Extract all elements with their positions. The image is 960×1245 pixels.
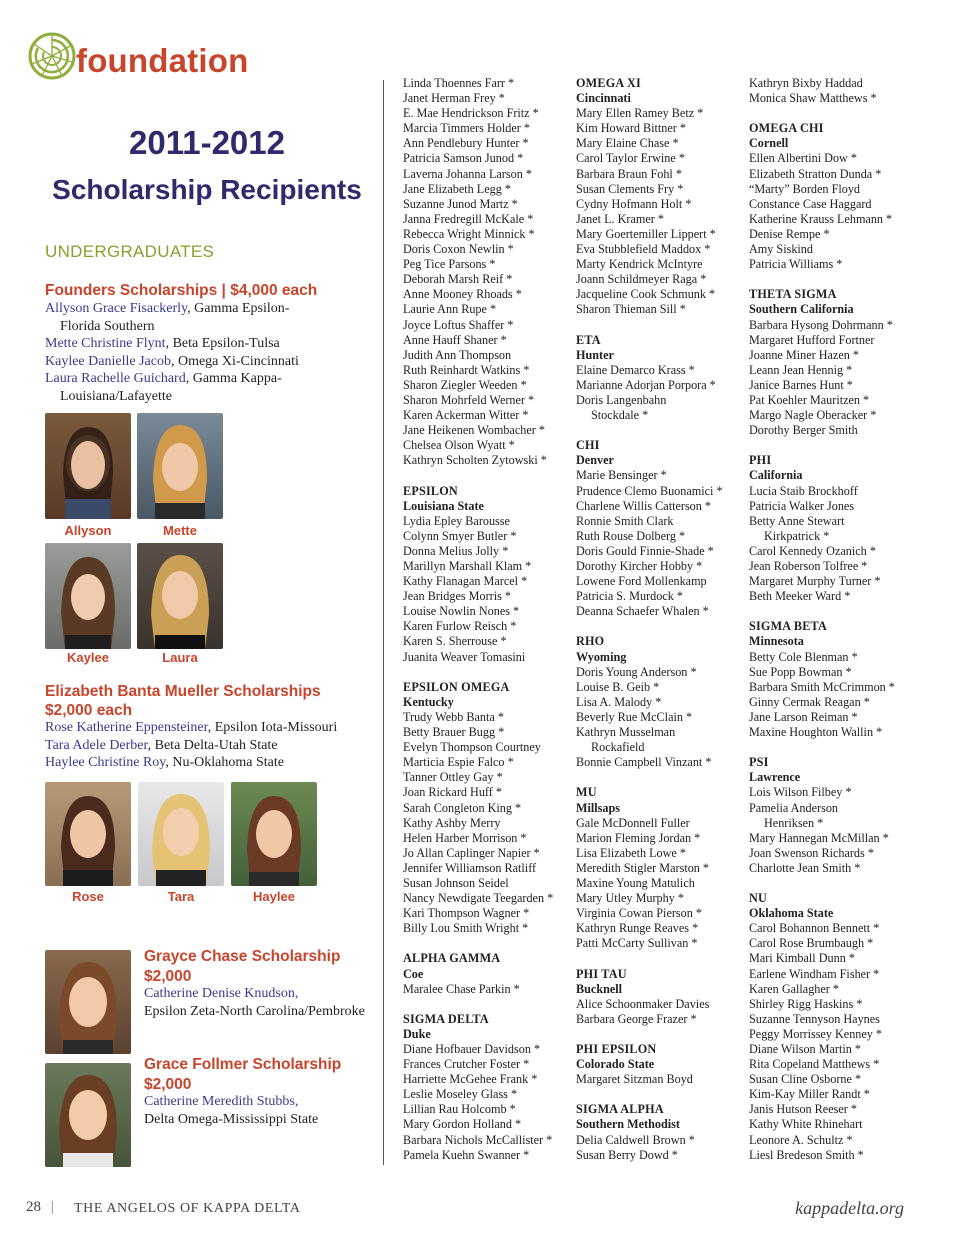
chapter-heading: NU bbox=[749, 891, 768, 906]
donor-name: Meredith Stigler Marston * bbox=[576, 860, 710, 875]
recipient-item bbox=[45, 300, 375, 318]
donor-name: Betty Brauer Bugg * bbox=[403, 725, 505, 740]
donor-name: Kathryn Scholten Zytowski * bbox=[403, 453, 547, 468]
donor-name: Doris Young Anderson * bbox=[576, 664, 697, 679]
recipient-chapter: , Beta Delta-Utah State bbox=[147, 737, 278, 753]
donor-name: Cydny Hofmann Holt * bbox=[576, 196, 692, 211]
school-name: Lawrence bbox=[749, 770, 801, 785]
donor-name: Marie Bensinger * bbox=[576, 468, 667, 483]
photo-caption: Haylee bbox=[253, 889, 295, 904]
spacer bbox=[403, 665, 571, 680]
school-name: Duke bbox=[403, 1026, 431, 1041]
school-name: Bucknell bbox=[576, 981, 623, 996]
donor-name: Sharon Mohrfeld Werner * bbox=[403, 392, 535, 407]
photo-catherine-knudson bbox=[45, 950, 131, 1054]
photo-caption: Tara bbox=[167, 889, 195, 904]
chapter-heading: PHI TAU bbox=[576, 966, 627, 981]
donor-name: Shirley Rigg Haskins * bbox=[749, 996, 863, 1011]
recipient-name: Kaylee Danielle Jacob bbox=[45, 353, 171, 369]
chapter-heading: MU bbox=[576, 785, 597, 800]
chapter-heading: EPSILON OMEGA bbox=[403, 679, 510, 694]
donor-name: Carol Taylor Erwine * bbox=[576, 151, 685, 166]
donor-name: Louise Nowlin Nones * bbox=[403, 604, 520, 619]
spacer bbox=[749, 106, 927, 121]
donor-name: Marcia Timmers Holder * bbox=[403, 121, 530, 136]
chapter-heading: OMEGA CHI bbox=[749, 121, 824, 136]
donor-name: Constance Case Haggard bbox=[749, 196, 872, 211]
donor-name: Joann Schildmeyer Raga * bbox=[576, 272, 707, 287]
grayce-amount: $2,000 bbox=[144, 968, 192, 985]
mueller-recipient-list bbox=[45, 719, 375, 772]
donor-name: Diane Hofbauer Davidson * bbox=[403, 1042, 541, 1056]
grace-recipient bbox=[144, 1093, 380, 1128]
spacer bbox=[749, 604, 927, 619]
chapter-heading: SIGMA ALPHA bbox=[576, 1102, 664, 1117]
donor-name: Carol Kennedy Ozanich * bbox=[749, 543, 876, 558]
founders-recipient-list bbox=[45, 300, 375, 405]
photo-kaylee bbox=[45, 543, 131, 649]
chapter-heading: CHI bbox=[576, 438, 600, 453]
photo-caption: Mette bbox=[163, 523, 197, 538]
donor-name: Bonnie Campbell Vinzant * bbox=[576, 755, 712, 770]
spacer bbox=[576, 619, 746, 634]
donor-name: Maxine Young Matulich bbox=[576, 875, 695, 890]
donor-name: Marianne Adorjan Porpora * bbox=[576, 377, 716, 392]
photo-tara bbox=[138, 782, 224, 886]
donor-name-cont: Henriksen * bbox=[764, 815, 824, 830]
photo-haylee bbox=[231, 782, 317, 886]
donor-name: Mary Utley Murphy * bbox=[576, 891, 684, 906]
footer-separator: | bbox=[50, 1199, 54, 1215]
donor-name: Elizabeth Stratton Dunda * bbox=[749, 166, 882, 181]
recipient-item bbox=[45, 737, 375, 755]
donor-name: Eva Stubblefield Maddox * bbox=[576, 242, 711, 257]
donor-name: Jane Larson Reiman * bbox=[749, 709, 858, 724]
donor-name: Peggy Morrissey Kenney * bbox=[749, 1026, 883, 1041]
page-number-value: 28 bbox=[26, 1199, 41, 1215]
donor-name: Jacqueline Cook Schmunk * bbox=[576, 287, 716, 302]
donor-name: Karen S. Sherrouse * bbox=[403, 634, 507, 649]
donor-name: Ellen Albertini Dow * bbox=[749, 151, 857, 166]
donor-name: “Marty” Borden Floyd bbox=[749, 181, 861, 196]
donor-name: Susan Clements Fry * bbox=[576, 181, 684, 196]
school-name: Southern California bbox=[749, 302, 854, 317]
chapter-heading: PHI bbox=[749, 453, 772, 468]
section-heading: UNDERGRADUATES bbox=[45, 242, 215, 261]
page-number bbox=[26, 1199, 60, 1216]
donor-name: Leann Jean Hennig * bbox=[749, 362, 853, 377]
donor-name: Frances Crutcher Foster * bbox=[403, 1057, 530, 1072]
donor-name: Margaret Sitzman Boyd bbox=[576, 1072, 693, 1087]
recipient-name: Tara Adele Derber bbox=[45, 737, 148, 753]
donor-name: Karen Ackerman Witter * bbox=[403, 408, 529, 423]
donor-name: Margaret Hufford Fortner bbox=[749, 332, 875, 347]
school-name: Cornell bbox=[749, 136, 789, 151]
donor-name: Sharon Ziegler Weeden * bbox=[403, 377, 527, 392]
grace-heading: Grace Follmer Scholarship bbox=[144, 1056, 342, 1073]
donor-name: Chelsea Olson Wyatt * bbox=[403, 438, 515, 453]
donor-name: Leslie Moseley Glass * bbox=[403, 1087, 518, 1102]
donor-name: Dorothy Kircher Hobby * bbox=[576, 559, 703, 573]
donor-name: Kim-Kay Miller Randt * bbox=[749, 1087, 870, 1102]
donor-name: Pat Koehler Mauritzen * bbox=[749, 392, 870, 407]
donor-name: Barbara Smith McCrimmon * bbox=[749, 679, 895, 694]
donor-name: Kari Thompson Wagner * bbox=[403, 906, 530, 921]
donor-name: Lisa A. Malody * bbox=[576, 694, 662, 709]
recipient-item bbox=[45, 335, 375, 353]
founders-heading: Founders Scholarships | $4,000 each bbox=[45, 282, 318, 299]
donor-name: Janna Fredregill McKale * bbox=[403, 211, 534, 226]
donor-column-1 bbox=[403, 76, 571, 1163]
grace-amount: $2,000 bbox=[144, 1076, 192, 1093]
school-name: California bbox=[749, 468, 803, 483]
donor-name: Deborah Marsh Reif * bbox=[403, 272, 513, 287]
brand-title: foundation bbox=[76, 42, 249, 79]
donor-name: Betty Anne Stewart bbox=[749, 513, 845, 528]
donor-name: Suzanne Junod Martz * bbox=[403, 196, 518, 211]
donor-name: Amy Siskind bbox=[749, 242, 813, 257]
donor-name: Prudence Clemo Buonamici * bbox=[576, 483, 723, 498]
donor-name: Jane Elizabeth Legg * bbox=[403, 181, 511, 196]
donor-name: Janis Hutson Reeser * bbox=[749, 1102, 857, 1117]
spacer bbox=[576, 1087, 746, 1102]
donor-name: Lois Wilson Filbey * bbox=[749, 785, 852, 800]
photo-allyson bbox=[45, 413, 131, 519]
recipient-chapter: , Gamma Epsilon- bbox=[187, 301, 290, 316]
chapter-heading: EPSILON bbox=[403, 483, 458, 498]
recipient-chapter: Delta Omega-Mississippi State bbox=[144, 1111, 319, 1127]
school-name: Hunter bbox=[576, 347, 614, 362]
donor-name: Doris Gould Finnie-Shade * bbox=[576, 543, 714, 558]
donor-name: Kathryn Runge Reaves * bbox=[576, 921, 699, 936]
recipient-chapter-cont: Louisiana/Lafayette bbox=[60, 388, 172, 404]
donor-name: Linda Thoennes Farr * bbox=[403, 76, 515, 90]
page-title: Scholarship Recipients bbox=[52, 174, 362, 205]
recipient-chapter: , Omega Xi-Cincinnati bbox=[170, 353, 299, 369]
donor-name: Lucia Staib Brockhoff bbox=[749, 483, 858, 498]
spacer bbox=[576, 770, 746, 785]
donor-name: Joan Swenson Richards * bbox=[749, 845, 874, 860]
spacer bbox=[749, 272, 927, 287]
donor-name: Sarah Congleton King * bbox=[403, 800, 522, 815]
donor-name-cont: Rockafield bbox=[591, 740, 645, 755]
column-divider bbox=[383, 80, 384, 1165]
school-name: Wyoming bbox=[576, 649, 627, 664]
donor-name: Doris Coxon Newlin * bbox=[403, 242, 514, 257]
recipient-chapter-cont: Florida Southern bbox=[60, 318, 155, 334]
donor-column-2 bbox=[576, 76, 746, 1163]
donor-name: Maxine Houghton Wallin * bbox=[749, 725, 883, 740]
donor-name: Denise Rempe * bbox=[749, 226, 830, 241]
recipient-item bbox=[45, 370, 375, 388]
spacer bbox=[749, 438, 927, 453]
donor-name: Donna Melius Jolly * bbox=[403, 543, 509, 558]
donor-name: Sue Popp Bowman * bbox=[749, 664, 852, 679]
photo-catherine-stubbs bbox=[45, 1063, 131, 1167]
spacer bbox=[749, 876, 927, 891]
donor-name: Charlene Willis Catterson * bbox=[576, 498, 712, 513]
donor-name: Tanner Ottley Gay * bbox=[403, 770, 503, 785]
donor-name: Beth Meeker Ward * bbox=[749, 589, 851, 604]
recipient-item bbox=[45, 719, 375, 737]
donor-name: Evelyn Thompson Courtney bbox=[403, 740, 541, 755]
donor-name: Kathryn Musselman bbox=[576, 725, 676, 740]
donor-name: Rebecca Wright Minnick * bbox=[403, 226, 535, 241]
school-name: Denver bbox=[576, 453, 614, 468]
donor-name: Deanna Schaefer Whalen * bbox=[576, 604, 709, 619]
donor-name: Gale McDonnell Fuller bbox=[576, 815, 690, 830]
donor-name: Kim Howard Bittner * bbox=[576, 121, 687, 136]
donor-name: Patricia S. Murdock * bbox=[576, 589, 683, 604]
recipient-name: Mette Christine Flynt bbox=[45, 336, 166, 351]
recipient-item bbox=[45, 754, 375, 772]
donor-name: Anne Mooney Rhoads * bbox=[403, 287, 522, 302]
donor-name: Alice Schoonmaker Davies bbox=[576, 996, 710, 1011]
spacer bbox=[403, 468, 571, 483]
donor-name: Kathy White Rhinehart bbox=[749, 1117, 863, 1132]
photo-caption: Laura bbox=[162, 650, 198, 665]
recipient-chapter: , Epsilon Iota-Missouri bbox=[207, 720, 338, 735]
donor-name: Lowene Ford Mollenkamp bbox=[576, 574, 707, 589]
donor-name: Patricia Walker Jones bbox=[749, 498, 855, 513]
donor-name: Marticia Espie Falco * bbox=[403, 755, 514, 770]
nautilus-logo-icon bbox=[26, 26, 76, 82]
donor-name: Colynn Smyer Butler * bbox=[403, 528, 517, 543]
spacer bbox=[403, 997, 571, 1012]
donor-name: Ginny Cermak Reagan * bbox=[749, 694, 870, 709]
school-name: Millsaps bbox=[576, 800, 621, 815]
recipient-name: Laura Rachelle Guichard bbox=[45, 371, 186, 386]
recipient-name: Catherine Denise Knudson, bbox=[144, 986, 299, 1001]
donor-name: Doris Langenbahn bbox=[576, 392, 667, 407]
donor-name: Barbara Hysong Dohrmann * bbox=[749, 317, 893, 332]
donor-name: Rita Copeland Matthews * bbox=[749, 1057, 880, 1072]
chapter-heading: THETA SIGMA bbox=[749, 287, 837, 302]
donor-name: Karen Gallagher * bbox=[749, 981, 840, 996]
donor-name: Mari Kimball Dunn * bbox=[749, 951, 855, 966]
recipient-chapter: , Nu-Oklahoma State bbox=[165, 755, 284, 770]
donor-name: Ann Pendlebury Hunter * bbox=[403, 136, 529, 151]
school-name: Coe bbox=[403, 966, 424, 981]
donor-name: Mary Gordon Holland * bbox=[403, 1117, 522, 1132]
school-name: Oklahoma State bbox=[749, 906, 834, 921]
donor-name: Anne Hauff Shaner * bbox=[403, 332, 507, 347]
photo-rose bbox=[45, 782, 131, 886]
donor-name: Carol Rose Brumbaugh * bbox=[749, 936, 874, 951]
donor-name: Pamela Kuehn Swanner * bbox=[403, 1147, 530, 1162]
recipient-item bbox=[45, 353, 375, 371]
chapter-heading: PHI EPSILON bbox=[576, 1042, 657, 1056]
donor-name: Louise B. Geib * bbox=[576, 679, 660, 694]
donor-name: Juanita Weaver Tomasini bbox=[403, 649, 526, 664]
donor-column-3 bbox=[749, 76, 927, 1163]
recipient-name: Haylee Christine Roy bbox=[45, 755, 166, 770]
donor-name: Patricia Williams * bbox=[749, 257, 843, 272]
magazine-name: THE ANGELOS OF KAPPA DELTA bbox=[74, 1201, 301, 1216]
photo-mette bbox=[137, 413, 223, 519]
donor-name: Susan Cline Osborne * bbox=[749, 1072, 862, 1087]
donor-name: Delia Caldwell Brown * bbox=[576, 1132, 695, 1147]
donor-name: Maralee Chase Parkin * bbox=[403, 981, 520, 996]
donor-name: Kathy Ashby Merry bbox=[403, 815, 501, 830]
photo-caption: Allyson bbox=[64, 523, 112, 538]
donor-name: Patti McCarty Sullivan * bbox=[576, 936, 698, 951]
school-name: Southern Methodist bbox=[576, 1117, 680, 1132]
donor-name: Sharon Thieman Sill * bbox=[576, 302, 686, 317]
recipient-chapter: , Gamma Kappa- bbox=[185, 371, 282, 386]
donor-name: Virginia Cowan Pierson * bbox=[576, 906, 702, 921]
donor-name: Joyce Loftus Shaffer * bbox=[403, 317, 514, 332]
donor-name: E. Mae Hendrickson Fritz * bbox=[403, 106, 539, 121]
donor-name: Mary Ellen Ramey Betz * bbox=[576, 106, 704, 121]
donor-name: Dorothy Berger Smith bbox=[749, 423, 858, 438]
donor-name: Mary Goertemiller Lippert * bbox=[576, 226, 716, 241]
donor-name: Beverly Rue McClain * bbox=[576, 709, 693, 724]
donor-name: Barbara Braun Fohl * bbox=[576, 166, 682, 181]
donor-name: Jennifer Williamson Ratliff bbox=[403, 860, 537, 875]
donor-name: Earlene Windham Fisher * bbox=[749, 966, 880, 981]
donor-name: Betty Cole Blenman * bbox=[749, 649, 858, 664]
donor-name-cont: Kirkpatrick * bbox=[764, 528, 830, 543]
donor-name: Elaine Demarco Krass * bbox=[576, 362, 695, 377]
spacer bbox=[403, 936, 571, 951]
spacer bbox=[576, 1027, 746, 1042]
donor-name: Laurie Ann Rupe * bbox=[403, 302, 497, 317]
donor-name: Leonore A. Schultz * bbox=[749, 1132, 853, 1147]
donor-name: Lillian Rau Holcomb * bbox=[403, 1102, 516, 1117]
donor-name: Trudy Webb Banta * bbox=[403, 709, 504, 724]
grayce-heading: Grayce Chase Scholarship bbox=[144, 948, 341, 965]
chapter-heading: OMEGA XI bbox=[576, 76, 641, 90]
donor-name: Kathryn Bixby Haddad bbox=[749, 76, 863, 90]
recipient-name: Catherine Meredith Stubbs, bbox=[144, 1094, 299, 1109]
donor-name: Pamelia Anderson bbox=[749, 800, 839, 815]
donor-name: Barbara Nichols McCallister * bbox=[403, 1132, 553, 1147]
donor-name: Judith Ann Thompson bbox=[403, 347, 512, 362]
recipient-chapter: Epsilon Zeta-North Carolina/Pembroke bbox=[144, 1003, 365, 1019]
donor-name: Peg Tice Parsons * bbox=[403, 257, 496, 272]
donor-name: Kathy Flanagan Marcel * bbox=[403, 574, 528, 589]
website-url: kappadelta.org bbox=[795, 1198, 904, 1218]
chapter-heading: PSI bbox=[749, 755, 769, 770]
spacer bbox=[576, 951, 746, 966]
mueller-amount: $2,000 each bbox=[45, 702, 133, 719]
spacer bbox=[749, 740, 927, 755]
donor-name: Margaret Murphy Turner * bbox=[749, 574, 881, 589]
school-name: Kentucky bbox=[403, 694, 454, 709]
school-name: Louisiana State bbox=[403, 498, 484, 513]
donor-name-cont: Stockdale * bbox=[591, 408, 649, 423]
donor-name: Ronnie Smith Clark bbox=[576, 513, 674, 528]
donor-name: Billy Lou Smith Wright * bbox=[403, 921, 529, 936]
donor-name: Laverna Johanna Larson * bbox=[403, 166, 532, 181]
donor-name: Marion Fleming Jordan * bbox=[576, 830, 701, 845]
donor-name: Monica Shaw Matthews * bbox=[749, 91, 877, 106]
donor-name: Liesl Bredeson Smith * bbox=[749, 1147, 864, 1162]
donor-name: Lisa Elizabeth Lowe * bbox=[576, 845, 686, 860]
school-name: Minnesota bbox=[749, 634, 804, 649]
photo-caption: Kaylee bbox=[67, 650, 109, 665]
spacer bbox=[576, 318, 746, 333]
grayce-recipient bbox=[144, 985, 380, 1020]
donor-name: Suzanne Tennyson Haynes bbox=[749, 1011, 880, 1026]
donor-name: Harriette McGehee Frank * bbox=[403, 1072, 538, 1087]
chapter-heading: SIGMA BETA bbox=[749, 619, 827, 634]
donor-name: Charlotte Jean Smith * bbox=[749, 860, 861, 875]
chapter-heading: SIGMA DELTA bbox=[403, 1011, 489, 1026]
donor-name: Karen Furlow Reisch * bbox=[403, 619, 517, 634]
donor-name: Jane Heikenen Wombacher * bbox=[403, 423, 545, 438]
donor-name: Nancy Newdigate Teegarden * bbox=[403, 891, 554, 906]
school-name: Colorado State bbox=[576, 1057, 655, 1072]
donor-name: Helen Harber Morrison * bbox=[403, 830, 527, 845]
school-name: Cincinnati bbox=[576, 91, 631, 106]
chapter-heading: ALPHA GAMMA bbox=[403, 951, 501, 966]
photo-caption: Rose bbox=[72, 889, 104, 904]
recipient-name: Allyson Grace Fisackerly bbox=[45, 301, 188, 316]
page-title-year: 2011-2012 bbox=[129, 124, 285, 161]
donor-name: Jean Roberson Tolfree * bbox=[749, 559, 868, 573]
donor-name: Janet Herman Frey * bbox=[403, 91, 505, 106]
spacer bbox=[576, 423, 746, 438]
chapter-heading: ETA bbox=[576, 332, 601, 347]
donor-name: Carol Bohannon Bennett * bbox=[749, 921, 880, 936]
donor-name: Ruth Reinhardt Watkins * bbox=[403, 362, 530, 377]
donor-name: Marillyn Marshall Klam * bbox=[403, 559, 532, 573]
mueller-heading: Elizabeth Banta Mueller Scholarships bbox=[45, 683, 321, 700]
donor-name: Jo Allan Caplinger Napier * bbox=[403, 845, 540, 860]
donor-name: Janice Barnes Hunt * bbox=[749, 377, 853, 392]
donor-name: Janet L. Kramer * bbox=[576, 211, 664, 226]
donor-name: Mary Elaine Chase * bbox=[576, 136, 679, 151]
donor-name: Katherine Krauss Lehmann * bbox=[749, 211, 893, 226]
donor-name: Diane Wilson Martin * bbox=[749, 1042, 862, 1056]
donor-name: Jean Bridges Morris * bbox=[403, 589, 511, 604]
chapter-heading: RHO bbox=[576, 634, 605, 649]
donor-name: Susan Berry Dowd * bbox=[576, 1147, 678, 1162]
recipient-chapter: , Beta Epsilon-Tulsa bbox=[165, 336, 280, 351]
photo-laura bbox=[137, 543, 223, 649]
donor-name: Joan Rickard Huff * bbox=[403, 785, 502, 800]
donor-name: Ruth Rouse Dolberg * bbox=[576, 528, 686, 543]
donor-name: Susan Johnson Seidel bbox=[403, 875, 509, 890]
donor-name: Marty Kendrick McIntyre bbox=[576, 257, 703, 272]
donor-name: Lydia Epley Barousse bbox=[403, 513, 510, 528]
donor-name: Joanne Miner Hazen * bbox=[749, 347, 859, 362]
donor-name: Mary Hannegan McMillan * bbox=[749, 830, 889, 845]
donor-name: Margo Nagle Oberacker * bbox=[749, 408, 877, 423]
donor-name: Patricia Samson Junod * bbox=[403, 151, 524, 166]
donor-name: Barbara George Frazer * bbox=[576, 1011, 697, 1026]
recipient-name: Rose Katherine Eppensteiner bbox=[45, 720, 208, 735]
